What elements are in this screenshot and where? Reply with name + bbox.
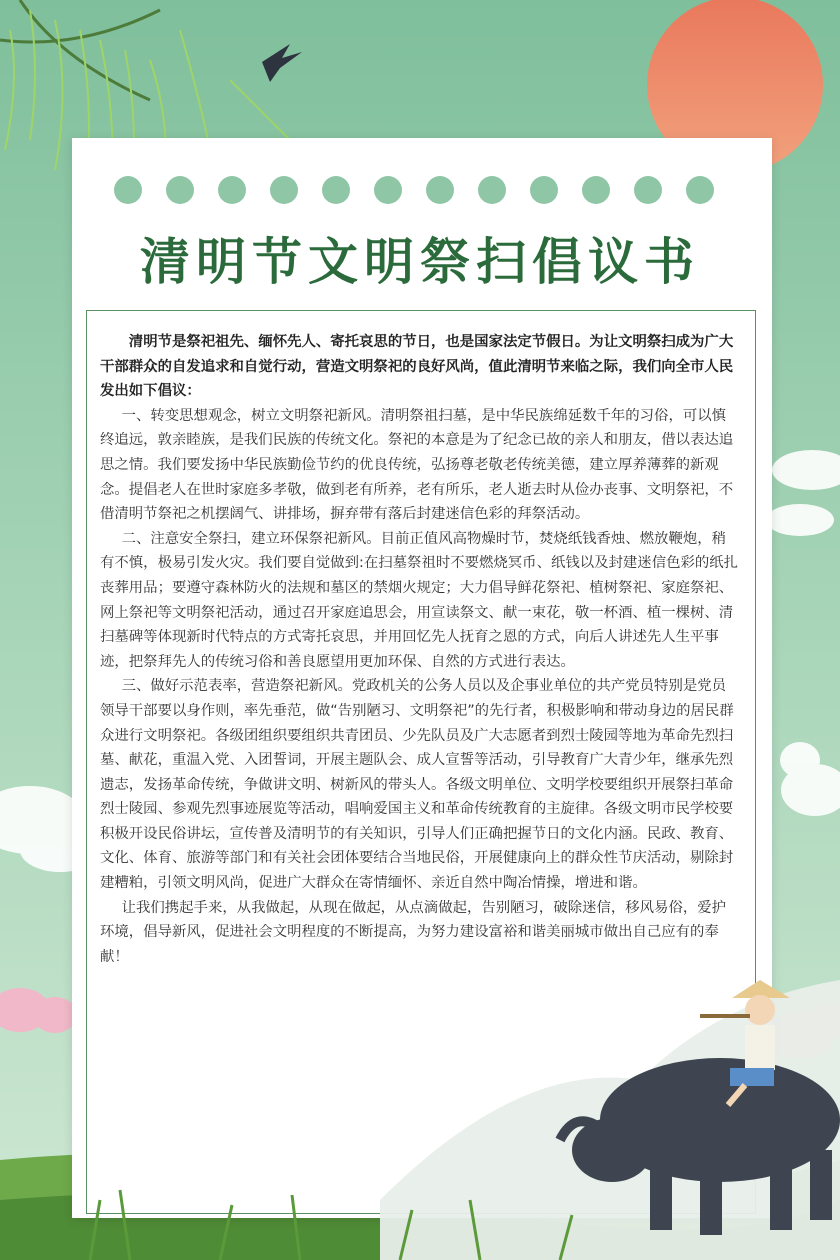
binder-holes: [112, 174, 732, 206]
intro-paragraph: 清明节是祭祀祖先、缅怀先人、寄托哀思的节日，也是国家法定节假日。为让文明祭扫成为广大干部群众的自发追求和自觉行动，营造文明祭祀的良好风尚，值此清明节来临之际，我们向全市人民发出如下倡议：: [100, 334, 734, 400]
section-paragraph-2: 二、注意安全祭扫，建立环保祭祀新风。目前正值风高物燥时节，焚烧纸钱香烛、燃放鞭炮，稍有不慎，极易引发火灾。我们要自觉做到:在扫墓祭祖时不要燃烧冥币、纸钱以及封建迷信色彩的纸扎丧葬用品；要遵守森林防火的法规和墓区的禁烟火规定；大力倡导鲜花祭祀、植树祭祀、家庭祭祀、网上祭祀等文明祭祀活动，通过召开家庭追思会，用宣读祭文、献一束花，敬一杯酒、植一棵树、清扫墓碑等体现新时代特点的方式寄托哀思，并用回忆先人抚育之恩的方式，向后人讲述先人生平事迹，把祭拜先人的传统习俗和善良愿望用更加环保、自然的方式进行表达。: [100, 530, 739, 670]
proposal-body: [100, 330, 740, 969]
page-title: 清明节文明祭扫倡议书: [140, 232, 700, 291]
section-paragraph-1: 一、转变思想观念，树立文明祭祀新风。清明祭祖扫墓，是中华民族绵延数千年的习俗，可以慎终追远，敦亲睦族，是我们民族的传统文化。祭祀的本意是为了纪念已故的亲人和朋友，借以表达追思之情。我们要发扬中华民族勤俭节约的优良传统，弘扬尊老敬老传统美德，建立厚养薄葬的新观念。提倡老人在世时家庭多孝敬，做到老有所养，老有所乐，老人逝去时从俭办丧事、文明祭祀，不借清明节祭祀之机摆阔气、讲排场，摒弃带有落后封建迷信色彩的拜祭活动。: [100, 407, 734, 523]
section-paragraph-3: 三、做好示范表率，营造祭祀新风。党政机关的公务人员以及企事业单位的共产党员特别是党员领导干部要以身作则，率先垂范，做“告别陋习、文明祭祀”的先行者，积极影响和带动身边的居民群众进行文明祭祀。各级团组织要组织共青团员、少先队员及广大志愿者到烈士陵园等地为革命先烈扫墓、献花，重温入党、入团誓词，开展主题队会、成人宣誓等活动，引导教育广大青少年，继承先烈遗志，发扬革命传统，争做讲文明、树新风的带头人。各级文明单位、文明学校要组织开展祭扫革命烈士陵园、参观先烈事迹展览等活动，唱响爱国主义和革命传统教育的主旋律。各级文明市民学校要积极开设民俗讲坛，宣传普及清明节的有关知识，引导人们正确把握节日的文化内涵。民政、教育、文化、体育、旅游等部门和有关社会团体要结合当地民俗，开展健康向上的群众性节庆活动，剔除封建糟粕，引领文明风尚，促进广大群众在寄情缅怀、亲近自然中陶冶情操，增进和谐。: [100, 678, 734, 892]
closing-paragraph: 让我们携起手来，从我做起，从现在做起，从点滴做起，告别陋习，破除迷信，移风易俗，爱护环境，倡导新风，促进社会文明程度的不断提高，为努力建设富裕和谐美丽城市做出自己应有的奉献！: [100, 899, 727, 965]
